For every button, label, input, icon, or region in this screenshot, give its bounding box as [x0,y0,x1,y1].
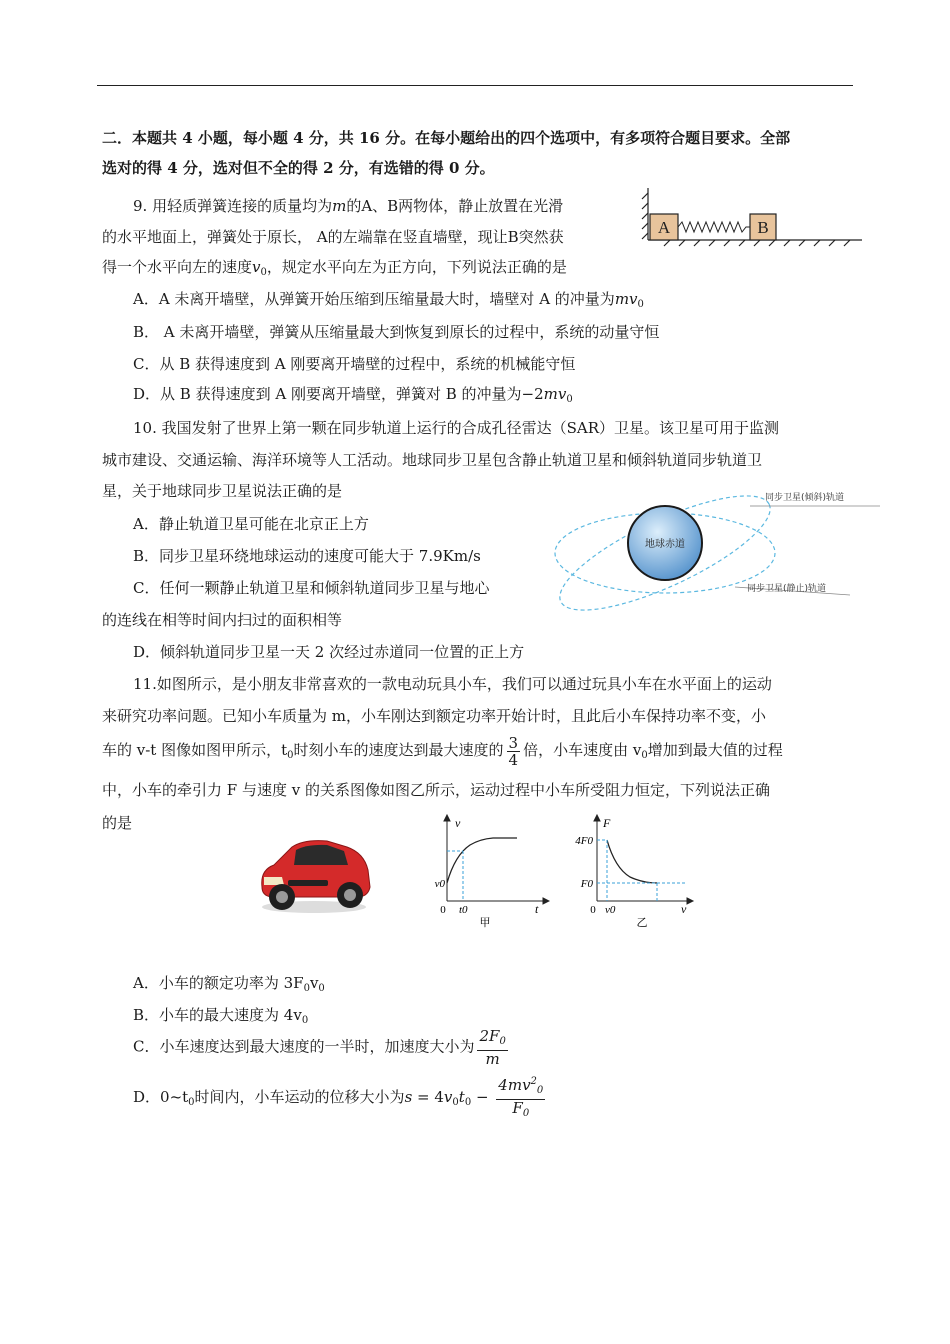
q10-option-b: B．同步卫星环绕地球运动的速度可能大于 7.9Km/s [133,547,481,565]
vt-graph [425,813,550,928]
q11-option-d: D．$0\sim t_0$时间内，小车运动的位移大小为$s = 4v_0t_0$ − $\frac{4mv^2_0}{F_0}$ [133,1074,548,1123]
q11-stem-line3: 车的 v-t 图像如图甲所示，$t_0$时刻小车的速度达到最大速度的 $\frac{3}{4}$ 倍，小车速度由 $v_0$增加到最大值的过程 [102,733,783,769]
spring-block-diagram [640,183,865,248]
spring [678,222,750,232]
static-orbit-label: 同步卫星(静止)轨道 [747,584,827,594]
vt-y-arrow [444,815,450,821]
fv-x-tick: v0 [605,904,616,916]
vt-origin: 0 [440,904,446,916]
vt-x-label: t [535,902,539,916]
q9-option-d: D．从 B 获得速度到 A 刚要离开墙壁，弹簧对 B 的冲量为$-2mv_0$ [133,385,573,405]
vt-curve [447,838,517,883]
q9-option-b: B． A 未离开墙壁，弹簧从压缩量最大到恢复到原长的过程中，系统的动量守恒 [133,323,660,341]
fv-curve [607,840,657,883]
fv-caption: 乙 [636,916,648,928]
ground-hatch [664,240,850,246]
q10-option-a: A．静止轨道卫星可能在北京正上方 [133,515,369,533]
q10-stem-line3: 星，关于地球同步卫星说法正确的是 [102,482,343,500]
q11-stem-line2: 来研究功率问题。已知小车质量为 m，小车刚达到额定功率开始计时，且此后小车保持功率不变，小 [102,707,766,725]
q9-option-a: A．A 未离开墙壁，从弹簧开始压缩到压缩量最大时，墙壁对 A 的冲量为$mv_0$ [133,290,644,310]
q10-stem-line2: 城市建设、交通运输、海洋环境等人工活动。地球同步卫星包含静止轨道卫星和倾斜轨道同步轨道卫 [102,451,763,469]
q11-option-b: B．小车的最大速度为 $4v_0$ [133,1006,309,1026]
q10-option-c-line2: 的连线在相等时间内扫过的面积相等 [102,611,343,629]
fraction-three-quarters: $\frac{3}{4}$ [508,733,519,769]
vt-y-label: v [455,816,461,830]
q11-stem-line1: 11.如图所示，是小朋友非常喜欢的一款电动玩具小车，我们可以通过玩具小车在水平面上的运动 [133,675,772,693]
fv-x-label: v [681,902,687,916]
fv-graph [565,813,695,928]
orbit-diagram [550,470,890,625]
q9-stem-line2: 的水平地面上，弹簧处于原长， A的左端靠在竖直墙壁，现让B突然获 [102,228,564,246]
fv-y-arrow [594,815,600,821]
fv-y-tick: F0 [580,878,593,890]
fraction-2f0-over-m: $\frac{2F_0}{m}$ [479,1027,506,1068]
section-header-line2: 选对的得 4 分，选对但不全的得 2 分，有选错的得 0 分。 [102,159,495,177]
q10-option-c-line1: C．任何一颗静止轨道卫星和倾斜轨道同步卫星与地心 [133,579,490,597]
vt-y-tick: v0 [434,878,445,890]
fv-y-label: F [603,816,611,830]
block-b-label: B [757,218,769,237]
q10-option-d: D．倾斜轨道同步卫星一天 2 次经过赤道同一位置的正上方 [133,643,525,661]
incline-orbit-label: 同步卫星(倾斜)轨道 [765,493,845,503]
vt-x-tick: t0 [459,904,468,916]
q9-option-c: C．从 B 获得速度到 A 刚要离开墙壁的过程中，系统的机械能守恒 [133,355,576,373]
fraction-displacement: $\frac{4mv^2_0}{F_0}$ [498,1076,544,1119]
block-a-label: A [657,218,671,237]
q11-stem-line5: 的是 [102,814,133,832]
fv-y-tick-top: 4F0 [575,835,593,847]
toy-car-image [252,825,377,920]
q9-stem-line1: 9. 用轻质弹簧连接的质量均为m的A、B两物体，静止放置在光滑 [133,197,564,215]
q10-stem-line1: 10. 我国发射了世界上第一颗在同步轨道上运行的合成孔径雷达（SAR）卫星。该卫星可用于监测 [133,419,780,437]
wall-hatch [642,193,648,239]
earth-label: 地球赤道 [645,539,685,550]
section-header-line1: 二．本题共 4 小题，每小题 4 分，共 16 分。在每小题给出的四个选项中，有多项符合题目要求。全部 [102,129,791,147]
vt-caption: 甲 [479,916,491,928]
q9-stem-line3: 得一个水平向左的速度$v_0$，规定水平向左为正方向，下列说法正确的是 [102,258,567,278]
fv-origin: 0 [590,904,596,916]
header-rule [97,85,853,86]
q11-option-c: C．小车速度达到最大速度的一半时，加速度大小为 $\frac{2F_0}{m}$ [133,1027,506,1068]
q11-option-a: A．小车的额定功率为 $3F_0v_0$ [133,974,325,994]
vt-x-arrow [543,898,549,904]
fv-x-arrow [687,898,693,904]
q11-stem-line4: 中，小车的牵引力 F 与速度 v 的关系图像如图乙所示，运动过程中小车所受阻力恒定，下列说法正确 [102,781,770,799]
